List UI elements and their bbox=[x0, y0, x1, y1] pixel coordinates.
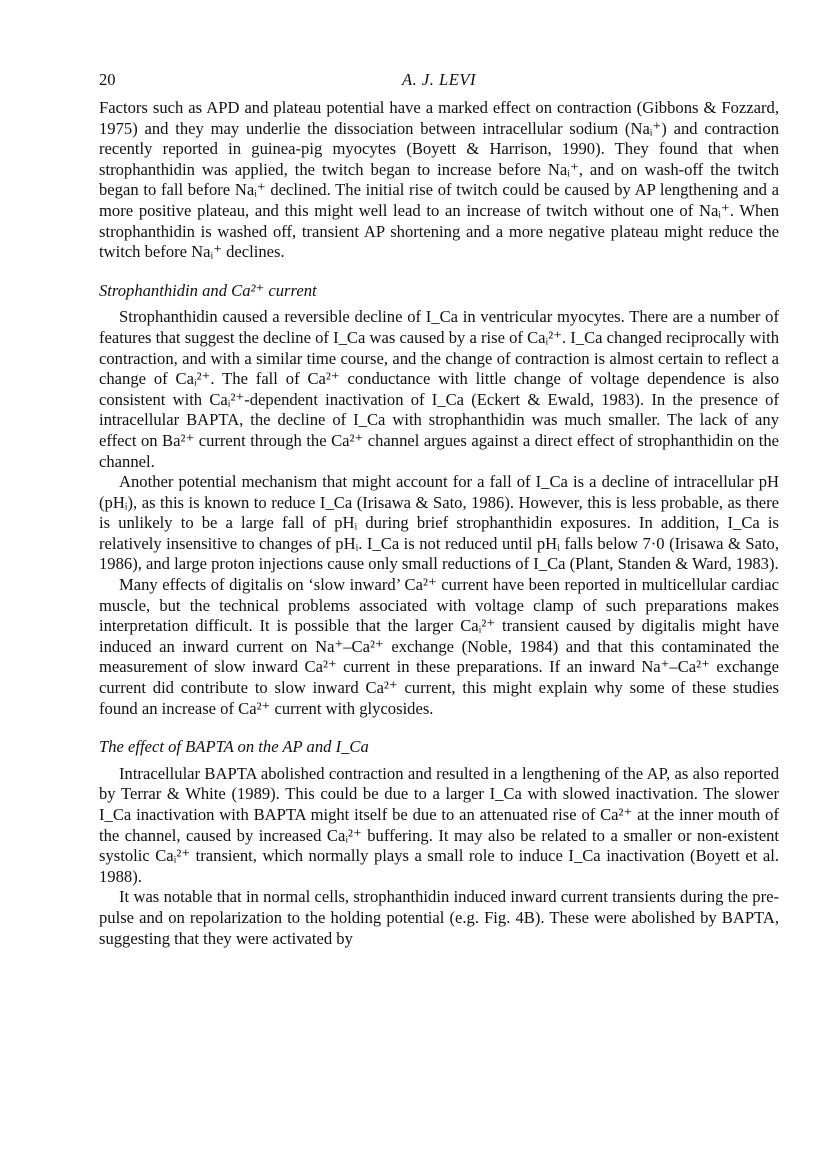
page-header bbox=[99, 70, 779, 98]
page-number: 20 bbox=[99, 70, 116, 89]
journal-page bbox=[99, 70, 779, 949]
running-title: A. J. LEVI bbox=[401, 70, 477, 89]
paragraph-inward-transients: It was notable that in normal cells, strophanthidin induced inward current transients during the pre-pulse and on repolarization to the holding potential (e.g. Fig. 4B). These were abolished by BAPTA, suggesting that they were activated by bbox=[99, 887, 779, 948]
section-heading-bapta-effect: The effect of BAPTA on the AP and I_Ca bbox=[99, 737, 369, 757]
paragraph-ica-decline: Strophanthidin caused a reversible decline of I_Ca in ventricular myocytes. There are a number of features that suggest the decline of I_Ca was caused by a rise of Caᵢ²⁺. I_Ca changed reciprocally with contraction, and with a similar time course, and the change of contraction is almost certain to reflect a change of Caᵢ²⁺. The fall of Ca²⁺ conductance with little change of voltage dependence is also consistent with Caᵢ²⁺-dependent inactivation of I_Ca (Eckert & Ewald, 1983). In the presence of intracellular BAPTA, the decline of I_Ca with strophanthidin was much smaller. The lack of any effect on Ba²⁺ current through the Ca²⁺ channel argues against a direct effect of strophanthidin on the channel. bbox=[99, 307, 779, 471]
section-heading-strophanthidin-ca-current: Strophanthidin and Ca²⁺ current bbox=[99, 280, 317, 300]
paragraph-apd-plateau: Factors such as APD and plateau potential have a marked effect on contraction (Gibbons & Fozzard, 1975) and they may underlie the dissociation between intracellular sodium (Naᵢ⁺) and contraction recently reported in guinea-pig myocytes (Boyett & Harrison, 1990). They found that when strophanthidin was applied, the twitch began to increase before Naᵢ⁺, and on wash-off the twitch began to fall before Naᵢ⁺ declined. The initial rise of twitch could be caused by AP lengthening and a more positive plateau, and this might well lead to an increase of twitch without one of Naᵢ⁺. When strophanthidin is washed off, transient AP shortening and a more negative plateau might reduce the twitch before Naᵢ⁺ declines. bbox=[99, 98, 779, 262]
paragraph-bapta-ap: Intracellular BAPTA abolished contraction and resulted in a lengthening of the AP, as also reported by Terrar & White (1989). This could be due to a larger I_Ca with slowed inactivation. The slower I_Ca inactivation with BAPTA might itself be due to an attenuated rise of Ca²⁺ at the inner mouth of the channel, caused by increased Caᵢ²⁺ buffering. It may also be related to a smaller or non-existent systolic Caᵢ²⁺ transient, which normally plays a small role to induce I_Ca inactivation (Boyett et al. 1988). bbox=[99, 763, 779, 886]
paragraph-digitalis-effects: Many effects of digitalis on ‘slow inward’ Ca²⁺ current have been reported in multicellular cardiac muscle, but the technical problems associated with voltage clamp of such preparations makes interpretation difficult. It is possible that the larger Caᵢ²⁺ transient caused by digitalis might have induced an inward current on Na⁺–Ca²⁺ exchange (Noble, 1984) and that this contaminated the measurement of slow inward Ca²⁺ current in these preparations. If an inward Na⁺–Ca²⁺ exchange current did contribute to slow inward Ca²⁺ current, this might explain why some of these studies found an increase of Ca²⁺ current with glycosides. bbox=[99, 575, 779, 718]
paragraph-ph-mechanism: Another potential mechanism that might account for a fall of I_Ca is a decline of intracellular pH (pHᵢ), as this is known to reduce I_Ca (Irisawa & Sato, 1986). However, this is less probable, as there is unlikely to be a large fall of pHᵢ during brief strophanthidin exposures. In addition, I_Ca is relatively insensitive to changes of pHᵢ. I_Ca is not reduced until pHᵢ falls below 7·0 (Irisawa & Sato, 1986), and large proton injections cause only small reductions of I_Ca (Plant, Standen & Ward, 1983). bbox=[99, 472, 779, 574]
